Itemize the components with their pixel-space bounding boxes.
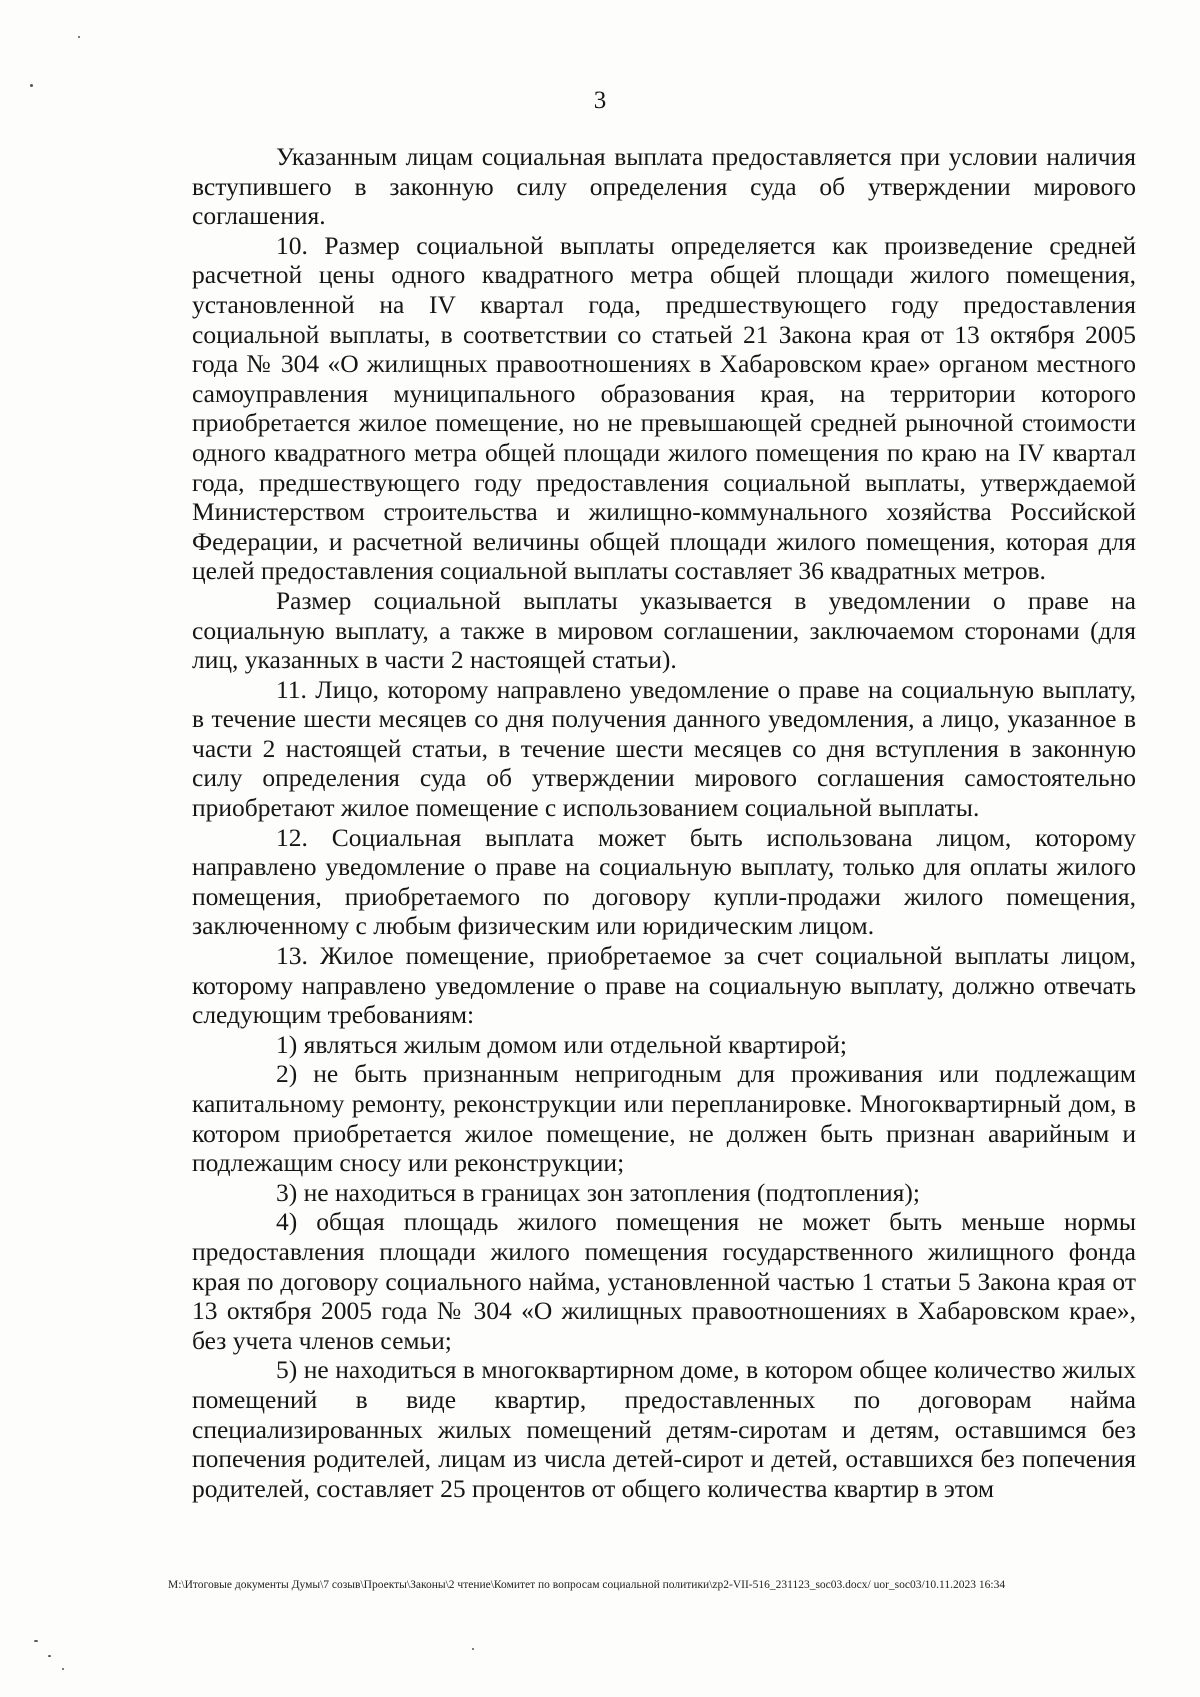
- list-item: 5) не находиться в многоквартирном доме, в котором общее количество жилых помещений в виде квартир, предоставленных по договорам найма специализированных жилых помещений детям-сиротам и детям, оставшимся без попечения родителей, лицам из числа детей-сирот и детей, оставшихся без попечения родителей, составляет 25 процентов от общего количества квартир в этом: [192, 1355, 1136, 1503]
- scan-speck: [472, 1648, 474, 1650]
- document-body: [192, 142, 1136, 1503]
- paragraph: 11. Лицо, которому направлено уведомление о праве на социальную выплату, в течение шести месяцев со дня получения данного уведомления, а лицо, указанное в части 2 настоящей статьи, в течение шести месяцев со дня вступления в законную силу определения суда об утверждении мирового соглашения самостоятельно приобретают жилое помещение с использованием социальной выплаты.: [192, 674, 1136, 823]
- scan-speck: [48, 1655, 51, 1657]
- paragraph: Размер социальной выплаты указывается в уведомлении о праве на социальную выплату, а также в мировом соглашении, заключаемом сторонами (для лиц, указанных в части 2 настоящей статьи).: [192, 585, 1136, 675]
- list-item: 3) не находиться в границах зон затопления (подтопления);: [276, 1177, 920, 1207]
- file-path-footer: M:\Итоговые документы Думы\7 созыв\Проекты\Законы\2 чтение\Комитет по вопросам социальной политики\zp2-VII-516_231123_soc03.docx/ uor_soc03/10.11.2023 16:34: [168, 1579, 1006, 1591]
- paragraph: Указанным лицам социальная выплата предоставляется при условии наличия вступившего в законную силу определения суда об утверждении мирового соглашения.: [192, 142, 1136, 231]
- page-number: 3: [593, 87, 607, 114]
- paragraph: 10. Размер социальной выплаты определяется как произведение средней расчетной цены одного квадратного метра общей площади жилого помещения, установленной на IV квартал года, предшествующего году предоставления социальной выплаты, в соответствии со статьей 21 Закона края от 13 октября 2005 года № 304 «О жилищных правоотношениях в Хабаровском крае» органом местного самоуправления муниципального образования края, на территории которого приобретается жилое помещение, но не превышающей средней рыночной стоимости одного квадратного метра общей площади жилого помещения по краю на IV квартал года, предшествующего году предоставления социальной выплаты, утверждаемой Министерством строительства и жилищно-коммунального хозяйства Российской Федерации, и расчетной величины общей площади жилого помещения, которая для целей предоставления социальной выплаты составляет 36 квадратных метров.: [192, 230, 1136, 586]
- scan-speck: [30, 84, 33, 87]
- scan-speck: [34, 1640, 38, 1642]
- paragraph: 13. Жилое помещение, приобретаемое за счет социальной выплаты лицом, которому направлено уведомление о праве на социальную выплату, должно отвечать следующим требованиям:: [192, 941, 1136, 1030]
- list-item: 1) являться жилым домом или отдельной квартирой;: [276, 1029, 848, 1059]
- scan-speck: [62, 1668, 64, 1670]
- paragraph: 12. Социальная выплата может быть использована лицом, которому направлено уведомление о праве на социальную выплату, только для оплаты жилого помещения, приобретаемого по договору купли-продажи жилого помещения, заключенному с любым физическим или юридическим лицом.: [192, 822, 1136, 941]
- scan-speck: [78, 36, 80, 38]
- list-item: 4) общая площадь жилого помещения не может быть меньше нормы предоставления площади жилого помещения государственного жилищного фонда края по договору социального найма, установленной частью 1 статьи 5 Закона края от 13 октября 2005 года № 304 «О жилищных правоотношениях в Хабаровском крае», без учета членов семьи;: [192, 1207, 1136, 1355]
- list-item: 2) не быть признанным непригодным для проживания или подлежащим капитальному ремонту, реконструкции или перепланировке. Многоквартирный дом, в котором приобретается жилое помещение, не должен быть признан аварийным и подлежащим сносу или реконструкции;: [192, 1059, 1136, 1178]
